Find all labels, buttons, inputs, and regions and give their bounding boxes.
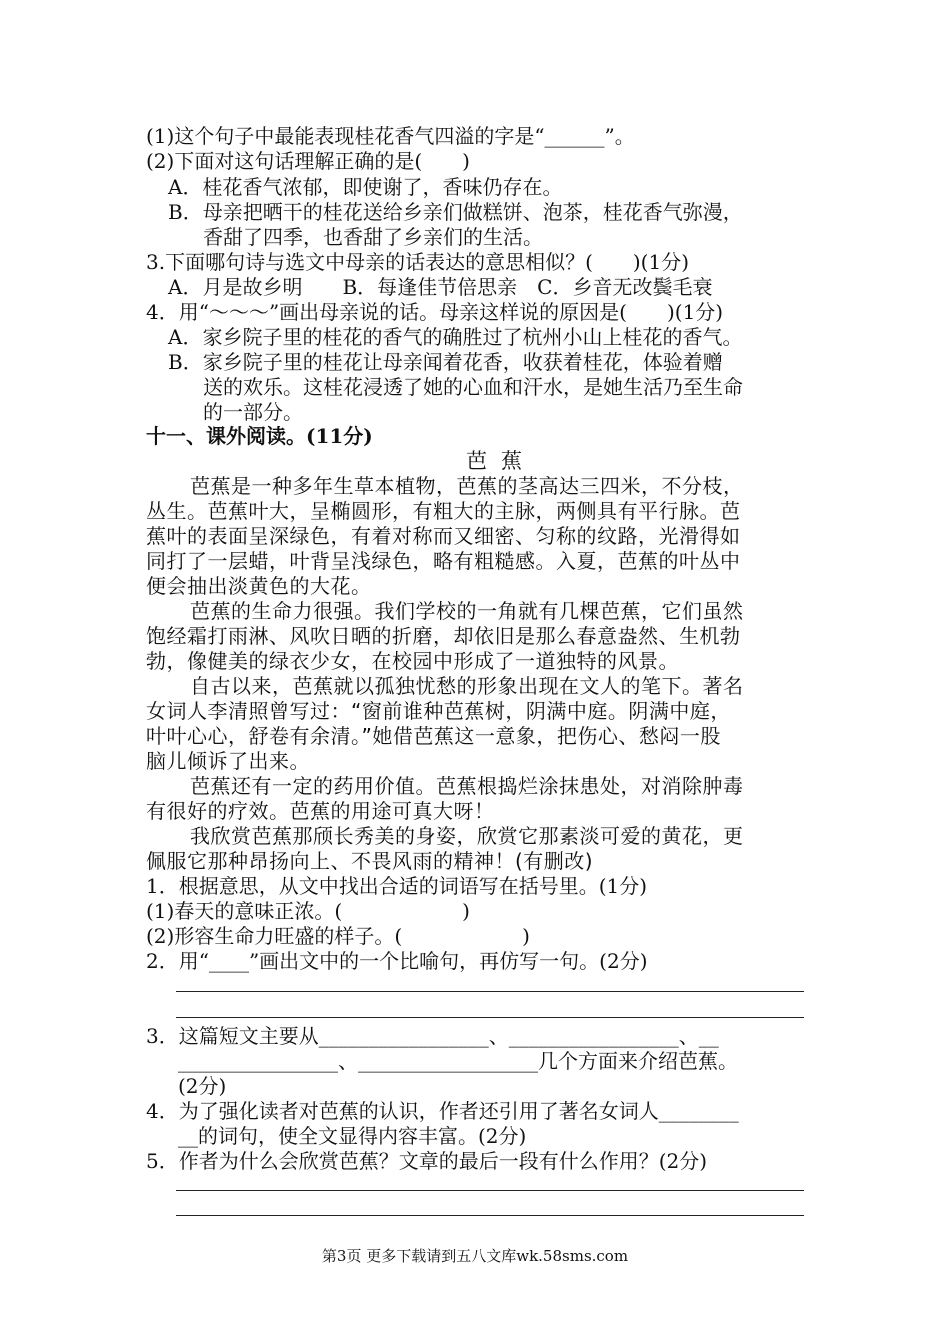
question-4-option-b-line3: 的一部分。 xyxy=(203,400,303,424)
question-5: 5．作者为什么会欣赏芭蕉？文章的最后一段有什么作用？(2分) xyxy=(146,1149,708,1173)
passage-line: 佩服它那种昂扬向上、不畏风雨的精神！(有删改) xyxy=(146,849,594,873)
passage-line: 丛生。芭蕉叶大，呈椭圆形，有粗大的主脉，两侧具有平行脉。芭 xyxy=(146,499,741,523)
passage-line: 女词人李清照曾写过：“窗前谁种芭蕉树，阴满中庭。阴满中庭， xyxy=(146,699,731,723)
question-1-1: (1)这个句子中最能表现桂花香气四溢的字是“______”。 xyxy=(146,124,635,148)
question-1-sub2: (2)形容生命力旺盛的样子。( ) xyxy=(146,924,530,948)
page-footer: 第3页 更多下载请到五八文库wk.58sms.com xyxy=(321,1247,629,1265)
passage-line: 勃，像健美的绿衣少女，在校园中形成了一道独特的风景。 xyxy=(146,649,679,673)
passage-line: 饱经霜打雨淋、风吹日晒的折磨，却依旧是那么春意盎然、生机勃 xyxy=(146,624,741,648)
passage-title: 芭蕉 xyxy=(466,449,536,473)
question-3: 3.下面哪句诗与选文中母亲的话表达的意思相似？( )(1分) xyxy=(146,250,690,274)
question-4-option-a: A．家乡院子里的桂花的香气的确胜过了杭州小山上桂花的香气。 xyxy=(168,325,743,349)
answer-line xyxy=(176,1215,804,1216)
question-1: 1．根据意思，从文中找出合适的词语写在括号里。(1分) xyxy=(146,874,648,898)
question-2: 2．用“____”画出文中的一个比喻句，再仿写一句。(2分) xyxy=(146,949,648,973)
passage-line: 同打了一层蜡，叶背呈浅绿色，略有粗糙感。入夏，芭蕉的叶丛中 xyxy=(146,549,741,573)
passage-line: 我欣赏芭蕉那颀长秀美的身姿，欣赏它那素淡可爱的黄花，更 xyxy=(190,824,744,848)
passage-line: 脑儿倾诉了出来。 xyxy=(146,749,310,773)
option-b-line1: B．母亲把晒干的桂花送给乡亲们做糕饼、泡茶，桂花香气弥漫， xyxy=(168,200,743,224)
answer-line xyxy=(176,1017,804,1018)
passage-line: 芭蕉的生命力很强。我们学校的一角就有几棵芭蕉，它们虽然 xyxy=(190,599,744,623)
passage-line: 便会抽出淡黄色的大花。 xyxy=(146,574,372,598)
question-4-line1: 4．为了强化读者对芭蕉的认识，作者还引用了著名女词人________ xyxy=(146,1099,739,1123)
question-4-line2: __的词句，使全文显得内容丰富。(2分) xyxy=(178,1124,527,1148)
section-heading: 十一、课外阅读。(11分) xyxy=(146,424,373,448)
answer-line xyxy=(176,991,804,992)
option-b-line2: 香甜了四季，也香甜了乡亲们的生活。 xyxy=(203,225,543,249)
answer-line xyxy=(176,1190,804,1191)
question-4-option-b-line1: B．家乡院子里的桂花让母亲闻着花香，收获着桂花，体验着赠 xyxy=(168,350,723,374)
passage-line: 芭蕉还有一定的药用价值。芭蕉根捣烂涂抹患处，对消除肿毒 xyxy=(190,774,744,798)
question-4: 4．用“～～～”画出母亲说的话。母亲这样说的原因是( )(1分) xyxy=(146,300,724,324)
question-4-option-b-line2: 送的欢乐。这桂花浸透了她的心血和汗水，是她生活乃至生命 xyxy=(203,375,743,399)
question-3-line2: ________________、__________________几个方面来介绍芭蕉。 xyxy=(178,1049,738,1073)
question-3-line1: 3．这篇短文主要从_________________、_________________、__ xyxy=(146,1024,719,1048)
passage-line: 有很好的疗效。芭蕉的用途可真大呀！ xyxy=(146,799,495,823)
passage-line: 叶叶心心，舒卷有余清。”她借芭蕉这一意象，把伤心、愁闷一股 xyxy=(146,724,721,748)
question-3-line3: (2分) xyxy=(178,1074,227,1098)
passage-line: 自古以来，芭蕉就以孤独忧愁的形象出现在文人的笔下。著名 xyxy=(190,674,744,698)
option-a: A．桂花香气浓郁，即使谢了，香味仍存在。 xyxy=(168,175,563,199)
question-1-sub1: (1)春天的意味正浓。( ) xyxy=(146,899,470,923)
passage-line: 蕉叶的表面呈深绿色，有着对称而又细密、匀称的纹路，光滑得如 xyxy=(146,524,741,548)
question-3-options: A．月是故乡明 B．每逢佳节倍思亲 C．乡音无改鬓毛衰 xyxy=(168,275,713,299)
passage-line: 芭蕉是一种多年生草本植物，芭蕉的茎高达三四米，不分枝， xyxy=(190,474,744,498)
question-1-2: (2)下面对这句话理解正确的是( ) xyxy=(146,149,470,173)
